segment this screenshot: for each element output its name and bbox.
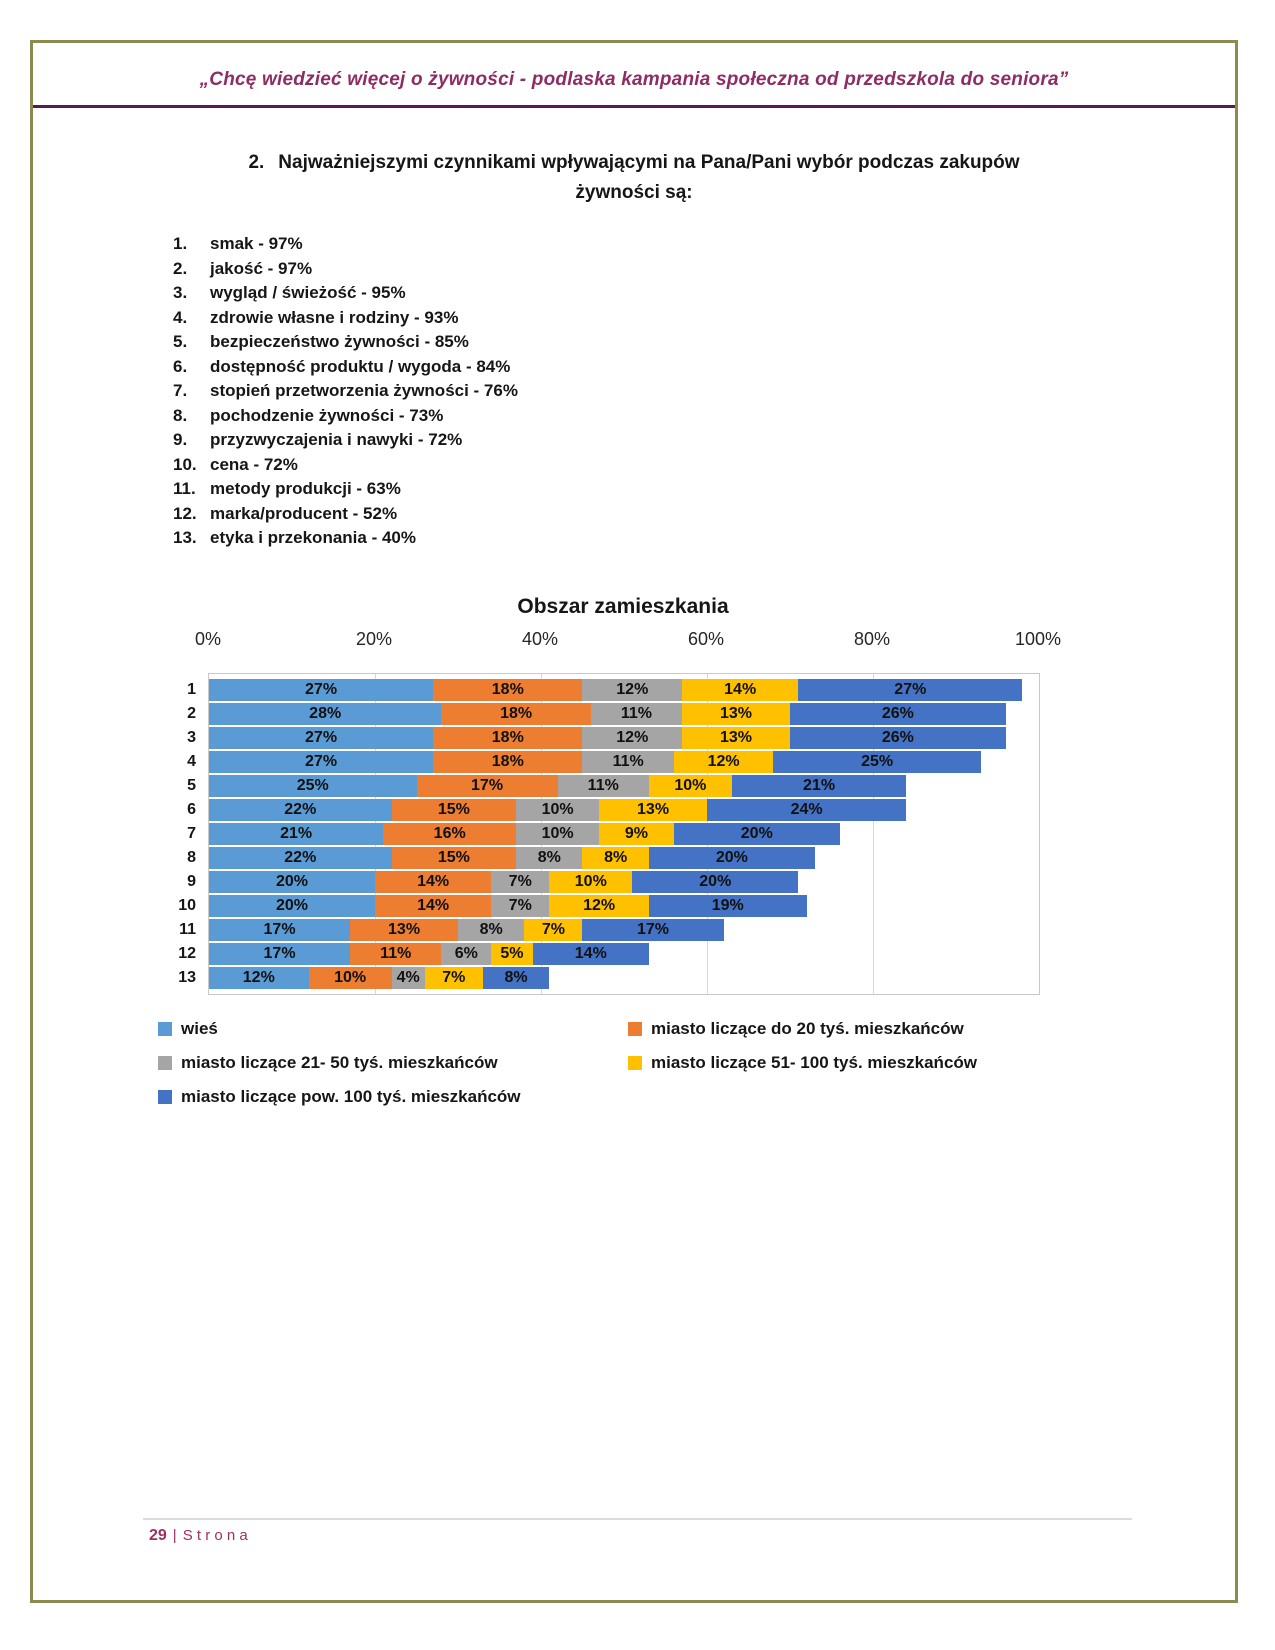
bar-segment-value: 27% (894, 680, 927, 698)
bar-segment (591, 703, 682, 725)
list-item-number: 4. (173, 307, 188, 327)
bar-segment-value: 11% (587, 776, 619, 794)
list-item-label: wygląd / świeżość - 95% (210, 283, 406, 302)
footer-divider-line (143, 1518, 1132, 1520)
bar-segment (392, 967, 425, 989)
legend-item-miasto-pow-100 (158, 1085, 628, 1109)
x-axis-ticks (194, 628, 1062, 655)
question-number: 2. (248, 152, 265, 173)
bar-segment-value: 6% (454, 944, 478, 962)
bar-segment-value: 10% (334, 968, 367, 986)
question-line1 (33, 148, 1235, 178)
list-item-number: 8. (173, 405, 188, 425)
category-label: 10 (178, 896, 196, 914)
bar-segment (790, 703, 1006, 725)
bar-segment-value: 20% (699, 872, 732, 890)
list-item-number: 10. (173, 454, 197, 474)
bar-segment-value: 17% (471, 776, 504, 794)
legend-color-swatch (158, 1056, 172, 1070)
bar-segment (309, 967, 392, 989)
page-footer (143, 1518, 1132, 1545)
bar-segment-value: 12% (707, 752, 740, 770)
category-label: 11 (179, 920, 196, 938)
list-item-number: 2. (173, 258, 188, 278)
bar-segment (674, 823, 840, 845)
category-label: 12 (178, 944, 196, 962)
bar-segment (582, 727, 682, 749)
category-label: 3 (187, 728, 196, 746)
bar-segment-value: 17% (637, 920, 670, 938)
list-item-label: cena - 72% (210, 454, 298, 474)
bar-segment (790, 727, 1006, 749)
bar-segment-value: 18% (491, 680, 524, 698)
legend-label: miasto liczące 21- 50 tyś. mieszkańców (181, 1052, 498, 1072)
category-label: 1 (187, 680, 196, 698)
bar-row (209, 679, 1039, 701)
bar-segment-value: 18% (500, 704, 533, 722)
bar-segment-value: 14% (724, 680, 757, 698)
bar-segment (582, 919, 723, 941)
legend-label: miasto liczące do 20 tyś. mieszkańców (651, 1018, 964, 1038)
bar-row (209, 703, 1039, 725)
legend-color-swatch (628, 1056, 642, 1070)
bar-segment-value: 11% (380, 944, 412, 962)
bar-segment (649, 775, 732, 797)
bar-segment (392, 847, 517, 869)
bar-row (209, 727, 1039, 749)
bar-segment-value: 21% (803, 776, 836, 794)
list-item-label: smak - 97% (210, 234, 303, 253)
bar-segment-value: 14% (574, 944, 607, 962)
list-item (173, 281, 1235, 306)
bar-row (209, 823, 1039, 845)
x-axis-tick: 60% (687, 628, 725, 649)
bar-segment (533, 943, 649, 965)
footer-label: S t r o n a (182, 1527, 248, 1544)
bar-segment (209, 943, 350, 965)
list-item-number: 5. (173, 332, 188, 351)
chart-plot (208, 673, 1040, 995)
bar-segment-value: 12% (583, 896, 616, 914)
bar-segment-value: 25% (861, 752, 894, 770)
bar-segment-value: 18% (491, 728, 524, 746)
category-label: 5 (187, 776, 196, 794)
bar-segment (516, 799, 599, 821)
list-item (173, 502, 1235, 527)
bar-segment (458, 919, 524, 941)
bar-segment (491, 895, 549, 917)
bar-segment-value: 14% (417, 896, 450, 914)
bar-segment-value: 24% (790, 800, 823, 818)
bar-segment (599, 823, 674, 845)
bar-segment (209, 679, 433, 701)
bar-segment (433, 751, 582, 773)
bar-segment-value: 26% (881, 704, 914, 722)
chart-body (168, 673, 1235, 995)
bar-segment (209, 967, 309, 989)
bar-segment-value: 15% (437, 848, 470, 866)
bar-segment (558, 775, 649, 797)
bar-segment (524, 919, 582, 941)
bar-segment-value: 9% (624, 824, 648, 842)
chart-title: Obszar zamieszkania (517, 594, 729, 618)
bar-segment (483, 967, 549, 989)
bar-segment (582, 847, 648, 869)
bar-segment (209, 751, 433, 773)
bar-segment-value: 14% (417, 872, 450, 890)
bar-segment (599, 799, 707, 821)
list-item-number: 11. (173, 479, 196, 498)
bar-segment (682, 679, 798, 701)
page-number: 29 (149, 1527, 167, 1544)
legend-label: wieś (181, 1018, 218, 1038)
x-axis-tick: 80% (853, 628, 891, 649)
bar-row (209, 919, 1039, 941)
category-axis-labels (168, 673, 208, 995)
bar-segment-value: 15% (437, 800, 470, 818)
bar-segment (582, 679, 682, 701)
bar-segment-value: 22% (284, 800, 317, 818)
bar-segment (209, 895, 375, 917)
list-item-number: 13. (173, 528, 197, 547)
bar-segment (209, 727, 433, 749)
bar-segment-value: 5% (500, 944, 524, 962)
bar-segment-value: 4% (396, 968, 420, 986)
list-item (173, 232, 1235, 257)
list-item-number: 12. (173, 503, 197, 523)
list-item-number: 3. (173, 283, 188, 302)
bar-segment (549, 871, 632, 893)
list-item-label: marka/producent - 52% (210, 503, 398, 523)
bar-segment (209, 775, 417, 797)
bar-segment (350, 919, 458, 941)
bar-segment (433, 727, 582, 749)
bar-segment (209, 919, 350, 941)
bar-segment-value: 12% (616, 728, 649, 746)
list-item-label: pochodzenie żywności - 73% (210, 405, 444, 425)
list-item (173, 526, 1235, 551)
list-item-label: dostępność produktu / wygoda - 84% (210, 356, 511, 376)
bar-segment (682, 727, 790, 749)
legend-color-swatch (158, 1022, 172, 1036)
bar-segment-value: 17% (263, 944, 296, 962)
bar-segment-value: 16% (433, 824, 466, 842)
list-item-number: 9. (173, 430, 188, 449)
bar-segment (516, 847, 582, 869)
list-item-label: jakość - 97% (210, 258, 313, 278)
list-item-label: etyka i przekonania - 40% (210, 528, 416, 547)
bar-segment (383, 823, 516, 845)
legend-color-swatch (628, 1022, 642, 1036)
bar-segment (732, 775, 906, 797)
bar-segment (209, 703, 441, 725)
bar-segment-value: 12% (616, 680, 649, 698)
category-label: 8 (187, 848, 196, 866)
bar-segment (491, 871, 549, 893)
bar-segment-value: 20% (275, 872, 309, 890)
bar-segment-value: 13% (720, 728, 753, 746)
bar-segment-value: 7% (541, 920, 565, 938)
list-item (173, 453, 1235, 478)
bar-segment (798, 679, 1022, 701)
bar-row (209, 943, 1039, 965)
bar-segment-value: 10% (574, 872, 607, 890)
bar-segment (516, 823, 599, 845)
document-header-title: „Chcę wiedzieć więcej o żywności - podlaska kampania społeczna od przedszkola do seniora” (199, 69, 1069, 90)
category-label: 2 (187, 704, 196, 722)
bar-segment (549, 895, 649, 917)
bar-segment (433, 679, 582, 701)
header-divider-line (33, 105, 1235, 108)
bar-segment-value: 21% (280, 824, 313, 842)
bar-row (209, 751, 1039, 773)
legend-color-swatch (158, 1090, 172, 1104)
bar-segment (674, 751, 774, 773)
bar-segment-value: 17% (263, 920, 296, 938)
legend-item-miasto-51-100 (628, 1051, 1235, 1075)
bar-segment-value: 10% (541, 800, 574, 818)
bar-row (209, 775, 1039, 797)
bar-segment (707, 799, 906, 821)
x-axis-tick: 100% (1014, 628, 1062, 649)
bar-row (209, 799, 1039, 821)
legend-item-miasto-21-50 (158, 1051, 628, 1075)
bar-segment-value: 13% (637, 800, 670, 818)
legend-label: miasto liczące pow. 100 tyś. mieszkańców (181, 1086, 521, 1106)
bar-segment-value: 27% (305, 752, 338, 770)
bar-segment (491, 943, 533, 965)
bar-segment-value: 18% (491, 752, 524, 770)
list-item-number: 6. (173, 356, 188, 376)
bar-row (209, 871, 1039, 893)
bar-segment (773, 751, 981, 773)
category-label: 13 (178, 968, 196, 986)
bar-segment-value: 7% (442, 968, 466, 986)
footer-separator: | (172, 1527, 177, 1544)
category-label: 7 (187, 824, 196, 842)
stacked-bar-chart (33, 595, 1235, 1109)
bar-segment-value: 11% (620, 704, 652, 722)
bar-segment-value: 8% (604, 848, 628, 866)
chart-legend (158, 1017, 1235, 1109)
list-item-label: przyzwyczajenia i nawyki - 72% (210, 430, 463, 449)
bar-segment (649, 847, 815, 869)
list-item-label: metody produkcji - 63% (210, 479, 401, 498)
bar-segment-value: 8% (504, 968, 528, 986)
x-axis-tick: 0% (194, 628, 222, 649)
list-item-label: bezpieczeństwo żywności - 85% (210, 332, 469, 351)
list-item (173, 355, 1235, 380)
bar-segment (582, 751, 673, 773)
bar-segment (375, 895, 491, 917)
legend-item-miasto-do-20 (628, 1017, 1235, 1041)
bar-segment (425, 967, 483, 989)
footer-text (143, 1527, 1132, 1545)
list-item-label: stopień przetworzenia żywności - 76% (210, 381, 518, 400)
bar-segment-value: 13% (388, 920, 421, 938)
bar-segment-value: 28% (309, 704, 342, 722)
bar-segment (375, 871, 491, 893)
list-item-label: zdrowie własne i rodziny - 93% (210, 307, 459, 327)
list-item (173, 379, 1235, 404)
bar-segment-value: 8% (537, 848, 561, 866)
bar-segment (350, 943, 441, 965)
x-axis-tick: 20% (355, 628, 393, 649)
list-item-number: 7. (173, 381, 188, 400)
bar-segment (441, 703, 590, 725)
legend-label: miasto liczące 51- 100 tyś. mieszkańców (651, 1052, 978, 1072)
bar-segment-value: 20% (275, 896, 309, 914)
bar-segment-value: 7% (508, 896, 532, 914)
category-label: 6 (187, 800, 196, 818)
bar-segment-value: 12% (242, 968, 275, 986)
list-item (173, 428, 1235, 453)
bar-segment-value: 7% (508, 872, 532, 890)
bar-segment-value: 10% (674, 776, 707, 794)
bar-segment (209, 799, 392, 821)
bar-segment-value: 22% (284, 848, 317, 866)
bar-row (209, 895, 1039, 917)
bar-segment-value: 27% (305, 680, 338, 698)
bar-segment-value: 13% (720, 704, 753, 722)
x-axis-tick: 40% (521, 628, 559, 649)
bar-segment (209, 847, 392, 869)
bar-row (209, 847, 1039, 869)
bar-segment-value: 25% (296, 776, 329, 794)
bar-segment-value: 8% (479, 920, 503, 938)
list-item (173, 306, 1235, 331)
bar-segment (682, 703, 790, 725)
factor-list (173, 232, 1235, 551)
bar-segment (209, 823, 383, 845)
bar-segment-value: 26% (881, 728, 914, 746)
page-border-frame (30, 40, 1238, 1603)
bar-segment-value: 11% (612, 752, 644, 770)
bar-segment (392, 799, 517, 821)
bar-segment (632, 871, 798, 893)
bar-segment-value: 10% (541, 824, 574, 842)
bar-segment (209, 871, 375, 893)
category-label: 9 (187, 872, 196, 890)
list-item (173, 404, 1235, 429)
bar-segment (649, 895, 807, 917)
list-item (173, 477, 1235, 502)
bar-row (209, 967, 1039, 989)
list-item (173, 257, 1235, 282)
bar-segment (441, 943, 491, 965)
question-heading (33, 148, 1235, 208)
bar-segment-value: 20% (740, 824, 773, 842)
list-item-number: 1. (173, 234, 188, 253)
question-text: Najważniejszymi czynnikami wpływającymi na Pana/Pani wybór podczas zakupów (278, 152, 1020, 173)
bar-segment-value: 20% (715, 848, 748, 866)
question-line2: żywności są: (575, 182, 693, 203)
legend-item-wies (158, 1017, 628, 1041)
bar-segment (417, 775, 558, 797)
bar-segment-value: 27% (305, 728, 338, 746)
bar-segment-value: 19% (711, 896, 744, 914)
list-item (173, 330, 1235, 355)
category-label: 4 (187, 752, 196, 770)
